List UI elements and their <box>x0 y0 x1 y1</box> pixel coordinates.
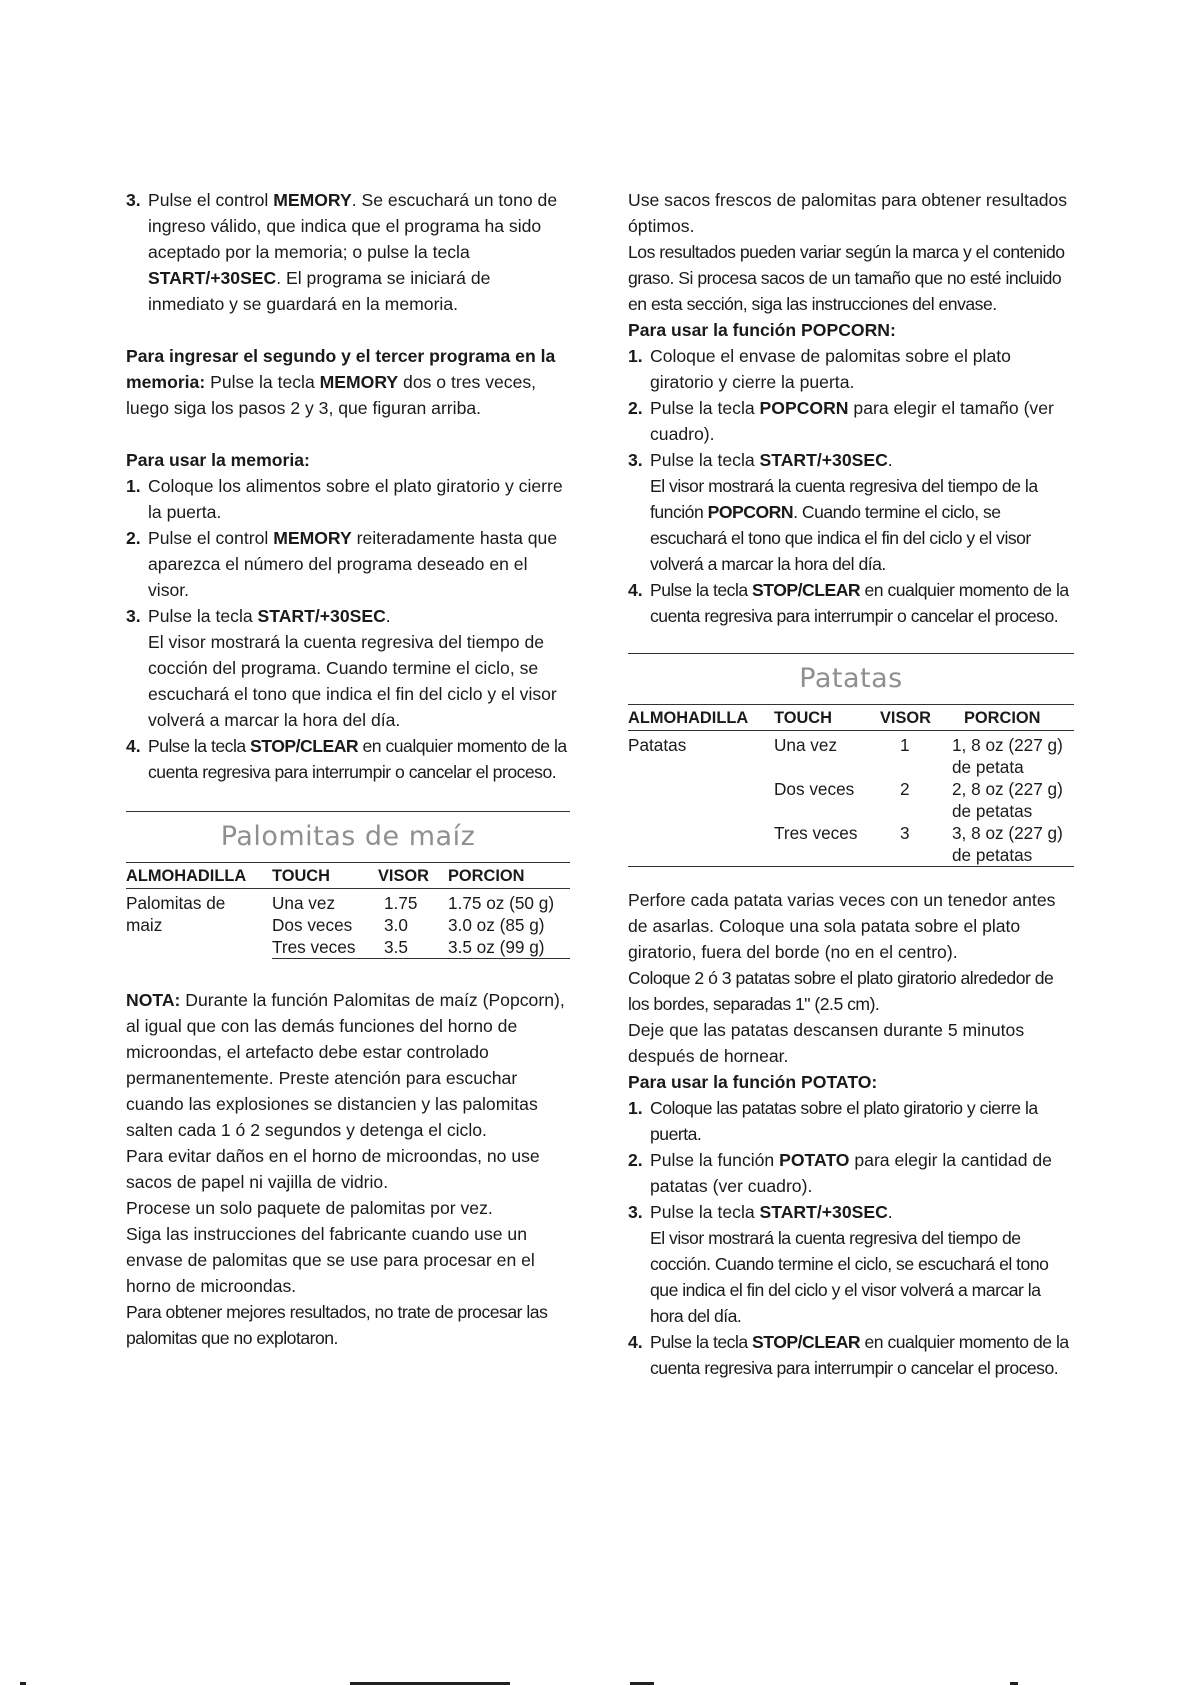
potato-table <box>628 704 1074 867</box>
popcorn-step-3: 3. Pulse la tecla START/+30SEC. El visor mostrará la cuenta regresiva del tiempo de la función POPCORN. Cuando termine el ciclo, se escuchará el tono que indica el fin del ciclo y el visor volverá a marcar la hora del día. <box>628 450 1038 574</box>
table-cell: Dos veces <box>272 915 353 935</box>
potato-function-heading: Para usar la función POTATO: <box>628 1072 878 1092</box>
start-key-label: START/+30SEC <box>148 268 277 288</box>
popcorn-step-2: 2. Pulse la tecla POPCORN para elegir el tamaño (ver cuadro). <box>628 398 1054 444</box>
potato-section-title: Patatas <box>628 653 1074 704</box>
paragraph: Coloque 2 ó 3 patatas sobre el plato giratorio alrededor de los bordes, separadas 1" (2.5 cm). <box>628 968 1054 1014</box>
table-row <box>126 889 570 915</box>
use-memory-heading: Para usar la memoria: <box>126 450 310 470</box>
paragraph: Use sacos frescos de palomitas para obtener resultados óptimos. <box>628 190 1068 236</box>
memory-key-label: MEMORY <box>273 190 352 210</box>
paragraph: Los resultados pueden variar según la marca y el contenido graso. Si procesa sacos de un tamaño que no esté incluido en esta sección, siga las instrucciones del envase. <box>628 242 1065 314</box>
column-header: VISOR <box>378 863 448 889</box>
memory-step-3: 3. Pulse el control MEMORY. Se escuchará un tono de ingreso válido, que indica que el programa ha sido aceptado por la memoria; o pulse la tecla START/+30SEC. El programa se iniciará de inmediato y se guardará en la memoria. <box>126 187 570 317</box>
column-header: ALMOHADILLA <box>126 863 272 889</box>
left-column <box>126 187 570 1351</box>
popcorn-function-heading: Para usar la función POPCORN: <box>628 320 896 340</box>
table-cell: Una vez <box>774 735 838 755</box>
table-row <box>126 914 570 936</box>
column-header: PORCION <box>952 705 1074 731</box>
right-column <box>628 187 1074 1381</box>
table-cell: 3.0 oz (85 g) <box>448 915 545 935</box>
table-cell: 3.5 <box>378 936 448 959</box>
column-header: TOUCH <box>272 863 378 889</box>
popcorn-section-title: Palomitas de maíz <box>126 811 570 862</box>
table-row <box>126 936 570 959</box>
table-cell: 3.0 <box>384 915 408 935</box>
table-cell: 3, 8 oz (227 g) de petatas <box>952 822 1074 867</box>
paragraph: Para evitar daños en el horno de microondas, no use sacos de papel ni vajilla de vidrio. <box>126 1146 540 1192</box>
table-row <box>628 822 1074 867</box>
table-cell: Palomitas de <box>126 893 226 913</box>
use-memory-step-2: 2. Pulse el control MEMORY reiteradamente hasta que aparezca el número del programa deseado en el visor. <box>126 528 558 600</box>
section-heading: Para ingresar el segundo y el tercer programa en la memoria: <box>126 346 556 392</box>
table-cell: 1.75 <box>384 893 418 913</box>
column-header: ALMOHADILLA <box>628 705 774 731</box>
table-cell: Patatas <box>628 735 687 755</box>
nota-paragraph: NOTA: Durante la función Palomitas de maíz (Popcorn), al igual que con las demás funciones del horno de microondas, el artefacto debe estar controlado permanentemente. Preste atención para escuchar cuando las explosiones se distancien y las palomitas salten cada 1 ó 2 segundos y detenga el ciclo. <box>126 990 565 1140</box>
potato-step-2: 2. Pulse la función POTATO para elegir la cantidad de patatas (ver cuadro). <box>628 1150 1052 1196</box>
use-memory-step-1: 1. Coloque los alimentos sobre el plato giratorio y cierre la puerta. <box>126 476 563 522</box>
table-cell: 2, 8 oz (227 g) de petatas <box>952 779 1063 821</box>
potato-step-3: 3. Pulse la tecla START/+30SEC. El visor mostrará la cuenta regresiva del tiempo de cocción. Cuando termine el ciclo, se escuchará el tono que indica el fin del ciclo y el visor volverá a marcar la hora del día. <box>628 1202 1049 1326</box>
paragraph: Perfore cada patata varias veces con un tenedor antes de asarlas. Coloque una sola patata sobre el plato giratorio, fuera del borde (no en el centro). <box>628 890 1056 962</box>
table-cell: 3 <box>880 822 952 867</box>
table-cell: Tres veces <box>272 936 378 959</box>
table-cell: Una vez <box>272 893 336 913</box>
scan-edge-artifacts <box>0 1680 1192 1685</box>
nota-label: NOTA: <box>126 990 181 1010</box>
table-cell: Tres veces <box>774 822 880 867</box>
potato-step-4: 4. Pulse la tecla STOP/CLEAR en cualquier momento de la cuenta regresiva para interrumpir o cancelar el proceso. <box>628 1332 1069 1378</box>
popcorn-step-4: 4. Pulse la tecla STOP/CLEAR en cualquier momento de la cuenta regresiva para interrumpir o cancelar el proceso. <box>628 580 1069 626</box>
table-cell: 2 <box>900 779 910 799</box>
table-row <box>628 778 1074 822</box>
potato-step-1: 1. Coloque las patatas sobre el plato giratorio y cierre la puerta. <box>628 1098 1038 1144</box>
popcorn-table <box>126 862 570 959</box>
table-cell: 1 <box>900 735 910 755</box>
table-cell: 3.5 oz (99 g) <box>448 936 570 959</box>
popcorn-step-1: 1. Coloque el envase de palomitas sobre el plato giratorio y cierre la puerta. <box>628 346 1011 392</box>
table-cell: maiz <box>126 915 163 935</box>
column-header: VISOR <box>880 705 952 731</box>
step-number: 3. <box>126 190 141 210</box>
paragraph: Deje que las patatas descansen durante 5 minutos después de hornear. <box>628 1020 1025 1066</box>
second-third-program-paragraph: Para ingresar el segundo y el tercer programa en la memoria: Pulse la tecla MEMORY dos o tres veces, luego siga los pasos 2 y 3, que figuran arriba. <box>126 346 556 418</box>
paragraph: Siga las instrucciones del fabricante cuando use un envase de palomitas que se use para procesar en el horno de microondas. <box>126 1224 535 1296</box>
use-memory-step-4: 4. Pulse la tecla STOP/CLEAR en cualquier momento de la cuenta regresiva para interrumpir o cancelar el proceso. <box>126 736 567 782</box>
column-header: TOUCH <box>774 705 880 731</box>
use-memory-step-3: 3. Pulse la tecla START/+30SEC. El visor mostrará la cuenta regresiva del tiempo de cocción del programa. Cuando termine el ciclo, se escuchará el tono que indica el fin del ciclo y el visor volverá a marcar la hora del día. <box>126 606 557 730</box>
column-header: PORCION <box>448 863 570 889</box>
table-cell: 1, 8 oz (227 g) de petata <box>952 735 1063 777</box>
paragraph: Procese un solo paquete de palomitas por vez. <box>126 1198 493 1218</box>
paragraph: Para obtener mejores resultados, no trate de procesar las palomitas que no explotaron. <box>126 1302 548 1348</box>
table-row <box>628 731 1074 779</box>
table-cell: Dos veces <box>774 779 855 799</box>
table-cell: 1.75 oz (50 g) <box>448 893 555 913</box>
